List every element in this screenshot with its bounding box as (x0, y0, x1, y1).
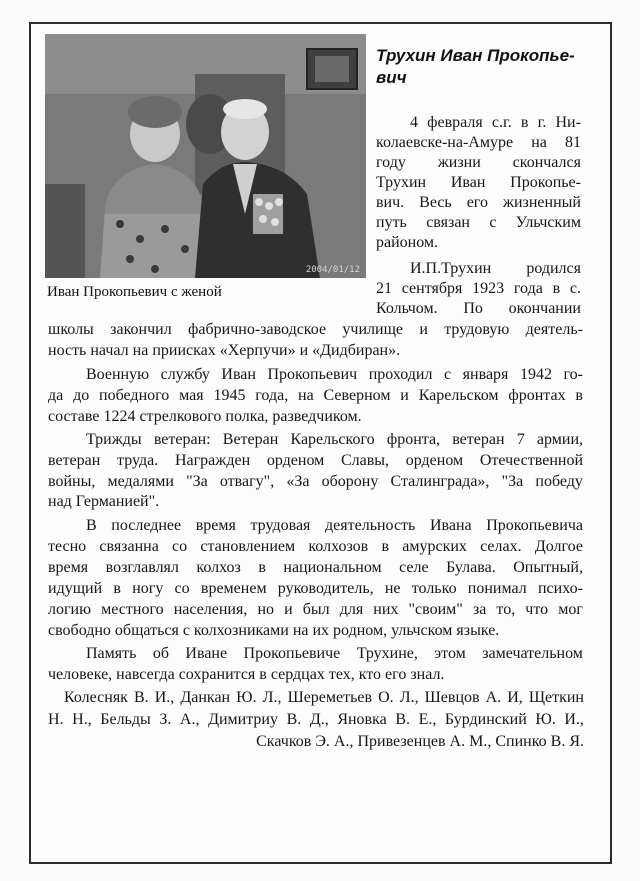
text-line: свободно общаться с колхозниками на их родном, ульчском языке. (48, 622, 500, 639)
text-line: идущий в ногу со временем руководитель, не только понимал психо- (48, 580, 583, 597)
text-line: ветеран труда. Награжден орденом Славы, орденом Отечественной (48, 452, 583, 469)
photo-date-stamp: 2004/01/12 (305, 265, 360, 275)
couple-photo (45, 34, 366, 278)
text-line: время возглавлял колхоз в национальном селе Булава. Опытный, (48, 559, 583, 576)
text-line: тесно связанна со становлением колхозов в амурских селах. Долгое (48, 538, 583, 555)
text-line: Память об Иване Прокопьевиче Трухине, этом замечательном (86, 645, 583, 662)
title-line-2: вич (376, 68, 407, 87)
text-line: логию местного населения, но и был для них "своим" за то, что мог (48, 601, 583, 618)
article-title (376, 45, 576, 89)
text-line: 4 февраля с.г. в г. Ни- (410, 114, 581, 131)
text-line: В последнее время трудовая деятельность Ивана Прокопьевича (86, 517, 583, 534)
text-line: путь связан с Ульчским (376, 214, 581, 231)
text-line: вич. Весь его жизненный (376, 194, 581, 211)
text-line: 21 сентября 1923 года в с. (376, 280, 581, 297)
text-line: войны, медалями "За отвагу", «За оборону Сталинграда», "За победу (48, 473, 583, 490)
text-line: да до победного мая 1945 года, на Северном и Карельском фронтах в (48, 387, 583, 404)
text-line: над Германией". (48, 493, 160, 510)
text-line: районом. (376, 234, 439, 251)
text-line: школы закончил фабрично-заводское училище и трудовую деятель- (48, 321, 583, 338)
text-line: Кольчом. По окончании (376, 300, 581, 317)
text-line: И.П.Трухин родился (410, 260, 581, 277)
text-line: человеке, навсегда сохранится в сердцах тех, кто его знал. (48, 666, 445, 683)
text-line: составе 1224 стрелкового полка, разведчиком. (48, 408, 362, 425)
photo-caption: Иван Прокопьевич с женой (47, 284, 222, 300)
photo-illustration (45, 34, 366, 278)
text-line: Трижды ветеран: Ветеран Карельского фронта, ветеран 7 армии, (86, 431, 583, 448)
text-line: Военную службу Иван Прокопьевич проходил с января 1942 го- (86, 366, 583, 383)
text-line: Н. Н., Бельды З. А., Димитриу В. Д., Яновка В. Е., Бурдинский Ю. И., (48, 711, 584, 728)
text-line: году жизни скончался (376, 154, 581, 171)
text-line: ность начал на приисках «Херпучи» и «Дидбиран». (48, 342, 401, 359)
text-line: Скачков Э. А., Привезенцев А. М., Спинко В. Я. (256, 733, 584, 750)
title-line-1: Трухин Иван Прокопье- (376, 46, 575, 65)
text-line: колаевске-на-Амуре на 81 (376, 134, 581, 151)
text-line: Колесняк В. И., Данкан Ю. Л., Шереметьев О. Л., Шевцов А. И, Щеткин (64, 689, 584, 706)
text-line: Трухин Иван Прокопье- (376, 174, 581, 191)
